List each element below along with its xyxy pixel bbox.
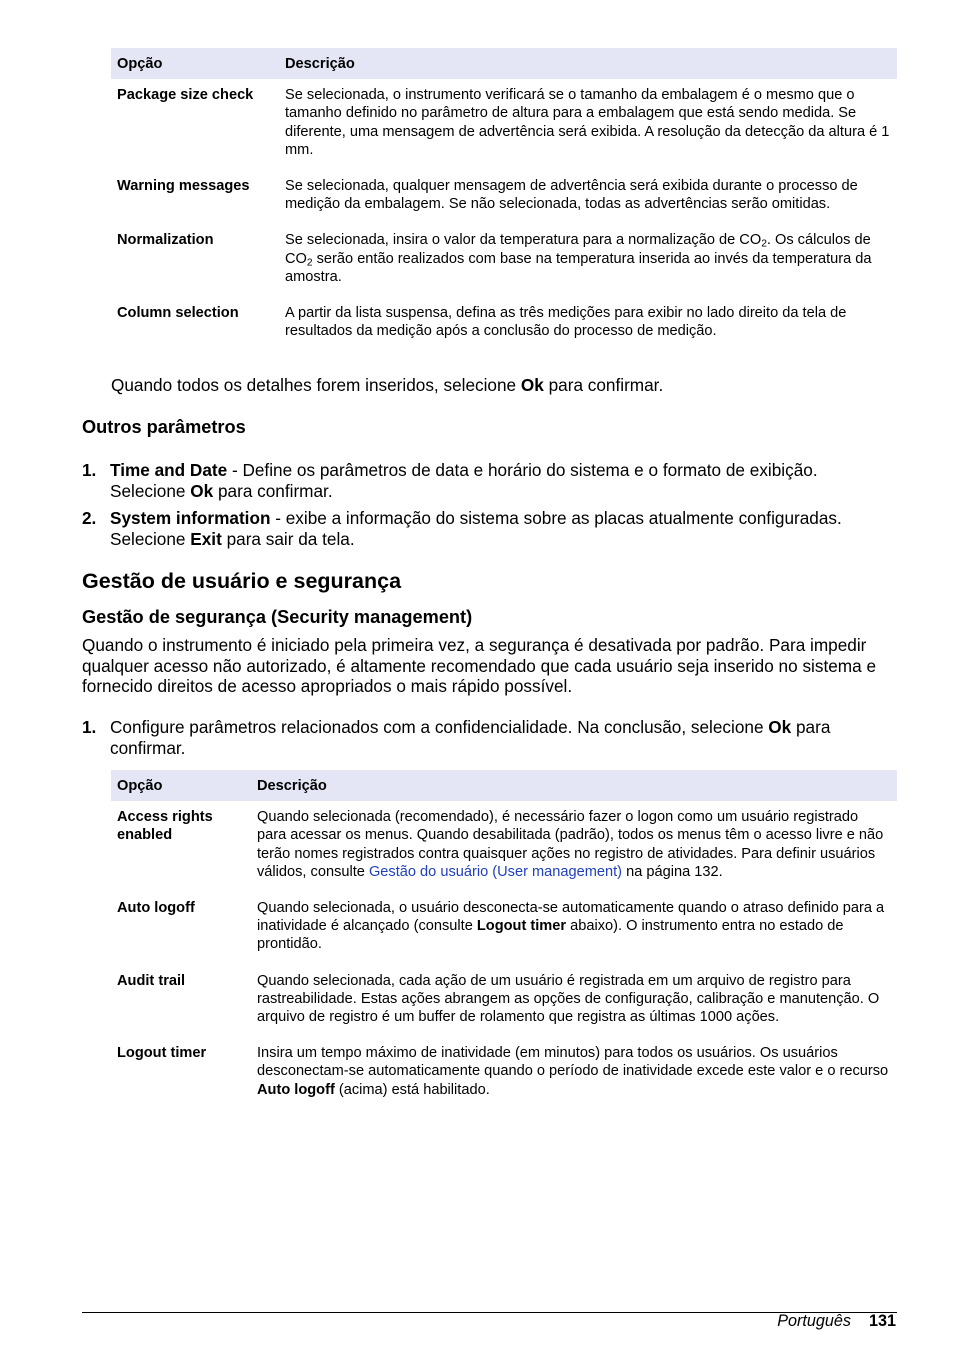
option-description xyxy=(251,1039,897,1112)
option-description xyxy=(251,801,897,894)
text: - Define os parâmetros de data e horário do sistema e o formato de exibição. Selecione xyxy=(110,460,818,501)
option-description: Se selecionada, qualquer mensagem de advertência será exibida durante o processo de medição da embalagem. Se não selecionada, todas as advertências serão omitidas. xyxy=(285,178,858,213)
options-table-security xyxy=(111,770,897,1112)
bold-text: Auto logoff xyxy=(257,1081,335,1098)
list-number: 2. xyxy=(82,508,97,528)
list-number: 1. xyxy=(82,460,97,480)
option-name: Audit trail xyxy=(117,972,186,989)
desc-part: na página 132. xyxy=(622,863,723,880)
list-text xyxy=(110,460,897,501)
security-intro: Quando o instrumento é iniciado pela primeira vez, a segurança é desativada por padrão. Para impedir qualquer acesso não autorizado, é altamente recomendado que cada usuário seja inserido no sistema e fornecido direitos de acesso apropriados o mais rápido possível. xyxy=(82,635,876,696)
option-description: A partir da lista suspensa, defina as três medições para exibir no lado direito da tela de resultados da medição após a conclusão do processo de medição. xyxy=(285,305,847,340)
text: para confirmar. xyxy=(543,375,664,395)
confirm-paragraph xyxy=(111,375,897,396)
desc-part: Insira um tempo máximo de inatividade (em minutos) para todos os usuários. Os usuários desconectam-se automaticamente quando o período de inatividade excede este valor e o recurso xyxy=(257,1045,889,1080)
table-row xyxy=(111,299,897,353)
heading-other-params: Outros parâmetros xyxy=(82,417,246,437)
desc-part: (acima) está habilitado. xyxy=(334,1081,490,1098)
list-text xyxy=(110,508,897,549)
column-header-option: Opção xyxy=(111,48,279,79)
desc-part: Quando selecionada (recomendado), é necessário fazer o logon como um usuário registrado para acessar os menus. Quando desabilitada (padrão), todos os menus têm o acesso livre e não terão nomes registrados contra quaisquer ações no registro de atividades. Para definir usuários válidos, consulte xyxy=(257,809,884,880)
table-row xyxy=(111,172,897,226)
table-row xyxy=(111,894,897,967)
bold-text: Time and Date xyxy=(110,460,228,480)
column-header-option: Opção xyxy=(111,770,251,801)
bold-text: Logout timer xyxy=(476,918,567,935)
section-title: Gestão de usuário e segurança xyxy=(82,569,402,593)
list-text xyxy=(110,717,897,758)
column-header-description: Descrição xyxy=(279,48,897,79)
option-name: Auto logoff xyxy=(117,900,195,917)
column-header-description: Descrição xyxy=(251,770,897,801)
list-number: 1. xyxy=(82,717,97,737)
text: Configure parâmetros relacionados com a confidencialidade. Na conclusão, selecione xyxy=(110,717,769,737)
bold-text: Ok xyxy=(768,717,792,737)
desc-part: . Os cálculos de CO xyxy=(285,232,871,267)
options-table-measurement xyxy=(111,48,897,353)
text: para confirmar. xyxy=(110,717,831,758)
footer-divider xyxy=(82,1312,897,1313)
text: - exibe a informação do sistema sobre as placas atualmente configuradas. Selecione xyxy=(110,508,842,549)
heading-security-management: Gestão de segurança (Security management) xyxy=(82,607,473,627)
option-name: Package size check xyxy=(117,87,254,104)
table-row xyxy=(111,1039,897,1112)
option-name: Column selection xyxy=(117,305,239,322)
user-management-link[interactable]: Gestão do usuário (User management) xyxy=(368,863,623,880)
option-description xyxy=(251,894,897,967)
bold-text: Ok xyxy=(520,375,544,395)
desc-part: Quando selecionada, o usuário desconecta-se automaticamente quando o atraso definido para a inatividade é alcançado (consulte xyxy=(257,900,885,935)
text: para confirmar. xyxy=(213,480,333,501)
option-description: Quando selecionada, cada ação de um usuário é registrada em um arquivo de registro para rastreabilidade. Estas ações abrangem as opções de configuração, calibração e manutenção. O arquivo de registro é um buffer de rolamento que registra as últimas 1000 ações. xyxy=(257,972,880,1026)
desc-part: serão então realizados com base na temperatura inserida ao invés da temperatura da amostra. xyxy=(285,250,872,285)
table-row xyxy=(111,79,897,172)
footer-language: Português xyxy=(777,1312,851,1330)
desc-part: abaixo). O instrumento entra no estado de prontidão. xyxy=(257,918,844,953)
option-name: Warning messages xyxy=(117,178,250,195)
table-header-row xyxy=(111,770,897,801)
option-description xyxy=(279,226,897,299)
table-row xyxy=(111,801,897,894)
desc-part: Se selecionada, insira o valor da temperatura para a normalização de CO xyxy=(285,232,762,249)
bold-text: System information xyxy=(110,508,271,528)
option-name: Logout timer xyxy=(117,1045,207,1062)
list-item xyxy=(82,460,897,501)
table-header-row xyxy=(111,48,897,79)
table-row xyxy=(111,226,897,299)
bold-text: Exit xyxy=(190,528,222,549)
text: para sair da tela. xyxy=(221,528,355,549)
page-number: 131 xyxy=(868,1312,896,1330)
subscript: 2 xyxy=(306,257,313,269)
subscript: 2 xyxy=(761,238,767,250)
table-row xyxy=(111,967,897,1040)
list-item xyxy=(82,717,897,758)
option-name: Access rights enabled xyxy=(117,809,213,844)
option-description: Se selecionada, o instrumento verificará se o tamanho da embalagem é o mesmo que o tamanho definido no parâmetro de altura para a embalagem que está sendo medida. Se diferente, uma mensagem de advertência será exibida. A resolução da detecção da altura é 1 mm. xyxy=(285,87,890,158)
list-item xyxy=(82,508,897,549)
bold-text: Ok xyxy=(190,480,214,501)
option-name: Normalization xyxy=(117,232,214,249)
text: Quando todos os detalhes forem inseridos, selecione xyxy=(111,375,521,395)
